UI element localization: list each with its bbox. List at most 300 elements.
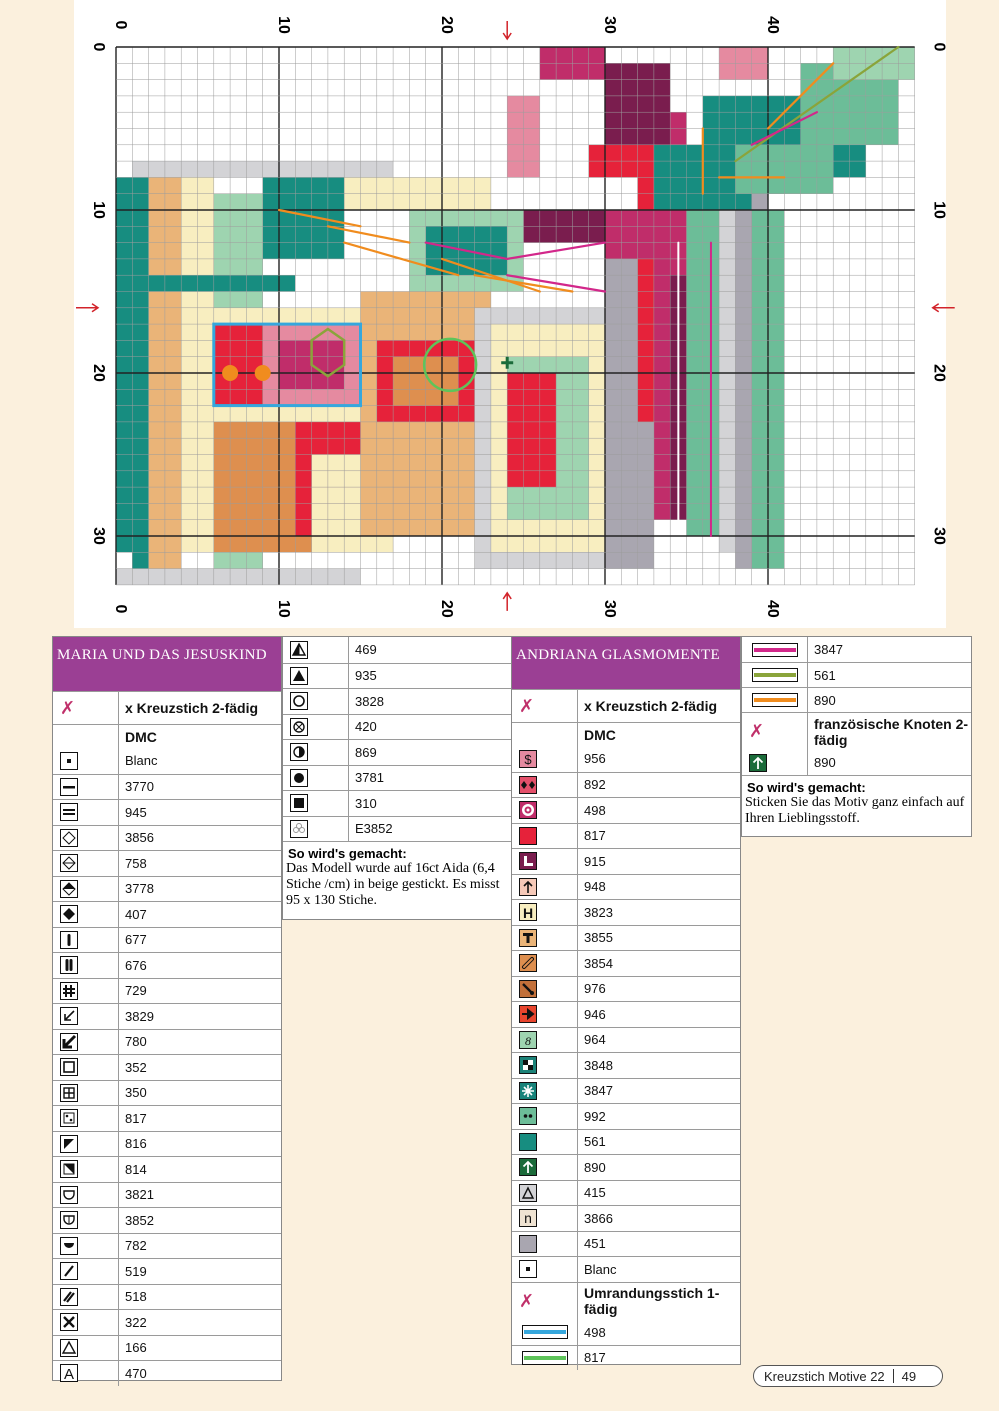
stitch [703, 177, 719, 193]
stitch [735, 226, 751, 242]
stitch [328, 308, 344, 324]
stitch [621, 145, 637, 161]
stitch [295, 340, 311, 356]
stitch [328, 471, 344, 487]
legend-row [53, 850, 281, 876]
stitch [246, 210, 262, 226]
stitch [638, 275, 654, 291]
dmc-value: 890 [814, 692, 836, 708]
stitch [735, 438, 751, 454]
stitch [572, 536, 588, 552]
stitch [507, 340, 523, 356]
stitch [654, 210, 670, 226]
stitch [556, 80, 572, 96]
stitch [426, 275, 442, 291]
stitch [426, 292, 442, 308]
stitch [735, 552, 751, 568]
stitch [605, 161, 621, 177]
stitch [621, 210, 637, 226]
stitch [377, 194, 393, 210]
stitch [572, 112, 588, 128]
stitch [344, 308, 360, 324]
axis-tick-label: 40 [764, 16, 781, 34]
stitch [328, 455, 344, 471]
stitch [312, 438, 328, 454]
stitch [703, 112, 719, 128]
stitch [409, 292, 425, 308]
stitch [426, 471, 442, 487]
stitch [752, 536, 768, 552]
cup-line-icon [53, 1208, 119, 1233]
stitch [246, 275, 262, 291]
stitch [572, 145, 588, 161]
stitch [491, 340, 507, 356]
stitch [214, 308, 230, 324]
stitch [638, 357, 654, 373]
stitch [230, 438, 246, 454]
stitch [605, 373, 621, 389]
stitch [735, 210, 751, 226]
stitch [703, 194, 719, 210]
knot-icon: ✗ [749, 721, 765, 742]
stitch [393, 373, 409, 389]
stitch [377, 422, 393, 438]
stitch [540, 389, 556, 405]
stitch [556, 324, 572, 340]
stitch [263, 536, 279, 552]
stitch [279, 389, 295, 405]
stitch [703, 145, 719, 161]
stitch [866, 112, 882, 128]
axis-tick-label: 10 [275, 16, 292, 34]
stitch [556, 503, 572, 519]
stitch [833, 112, 849, 128]
stitch [132, 324, 148, 340]
stitch [687, 373, 703, 389]
legend-row [53, 1029, 281, 1055]
stitch [572, 96, 588, 112]
stitch [572, 552, 588, 568]
stitch [784, 145, 800, 161]
stitch [735, 389, 751, 405]
stitch [507, 406, 523, 422]
stitch [263, 324, 279, 340]
stitch [670, 145, 686, 161]
stitch [719, 536, 735, 552]
stitch [181, 177, 197, 193]
dash-icon [53, 775, 119, 800]
legend-row [53, 1105, 281, 1131]
legend-row [53, 1233, 281, 1259]
pin-icon [512, 977, 578, 1002]
stitch [654, 308, 670, 324]
legend-row [53, 1131, 281, 1157]
stitch [752, 455, 768, 471]
stitch [654, 357, 670, 373]
stitch [850, 161, 866, 177]
stitch [687, 503, 703, 519]
stitch [442, 438, 458, 454]
stitch [165, 259, 181, 275]
stitch [116, 487, 132, 503]
stitch [507, 308, 523, 324]
stitch [149, 520, 165, 536]
stitch [165, 569, 181, 585]
svg-text:n: n [524, 1210, 532, 1227]
stitch [377, 487, 393, 503]
axis-tick-label: 20 [438, 600, 455, 618]
stitch [654, 194, 670, 210]
stitch [263, 389, 279, 405]
stitch [475, 194, 491, 210]
stitch [507, 357, 523, 373]
stitch [524, 471, 540, 487]
stitch [149, 177, 165, 193]
stitch [279, 455, 295, 471]
stitch [752, 471, 768, 487]
stitch [524, 520, 540, 536]
stitch [638, 324, 654, 340]
stitch [556, 536, 572, 552]
stitch [589, 455, 605, 471]
dmc-value: 729 [125, 983, 147, 999]
stitch [361, 177, 377, 193]
stitch [621, 357, 637, 373]
stitch [605, 96, 621, 112]
hash-icon [53, 979, 119, 1004]
stitch [589, 487, 605, 503]
stitch [377, 520, 393, 536]
stitch [116, 243, 132, 259]
stitch [165, 161, 181, 177]
stitch [409, 503, 425, 519]
knot-marker [255, 365, 271, 381]
stitch [279, 243, 295, 259]
dots-icon [512, 1104, 578, 1129]
stitch [393, 177, 409, 193]
stitch [572, 455, 588, 471]
stitch [165, 226, 181, 242]
stitch [621, 373, 637, 389]
stitch [165, 389, 181, 405]
stitch [605, 324, 621, 340]
stitch [735, 63, 751, 79]
stitch [491, 308, 507, 324]
stitch [817, 177, 833, 193]
stitch [409, 455, 425, 471]
dmc-value: 407 [125, 906, 147, 922]
stitch [458, 422, 474, 438]
legend-row [283, 739, 511, 765]
stitch [116, 520, 132, 536]
stitch [246, 455, 262, 471]
stitch [491, 536, 507, 552]
dmc-value: 3854 [584, 955, 613, 971]
legend-row [742, 687, 971, 712]
stitch [768, 275, 784, 291]
stitch [703, 161, 719, 177]
stitch [246, 569, 262, 585]
dmc-value: 890 [814, 755, 836, 770]
stitch [393, 422, 409, 438]
stitch [524, 503, 540, 519]
stitch [833, 47, 849, 63]
stitch [752, 259, 768, 275]
stitch [768, 373, 784, 389]
cup-icon [53, 1183, 119, 1208]
stitch [752, 210, 768, 226]
legend-andriana [511, 636, 741, 1365]
dollar-icon [512, 746, 578, 772]
square-outline-icon [53, 1055, 119, 1080]
stitch [165, 520, 181, 536]
stitch [312, 194, 328, 210]
stitch [621, 422, 637, 438]
stitch [116, 536, 132, 552]
stitch [149, 243, 165, 259]
stitch [426, 422, 442, 438]
stitch [687, 389, 703, 405]
double-pill-icon [53, 953, 119, 978]
stitch [524, 63, 540, 79]
stitch [556, 145, 572, 161]
instructions [283, 841, 511, 915]
stitch [312, 406, 328, 422]
stitch [214, 406, 230, 422]
legend-row [53, 1156, 281, 1182]
center-arrow-top [503, 21, 511, 39]
stitch [507, 503, 523, 519]
stitch [621, 161, 637, 177]
legend-row [512, 1154, 740, 1180]
stitch [409, 487, 425, 503]
stitch [458, 406, 474, 422]
stitch [198, 177, 214, 193]
legend-rows [283, 637, 511, 841]
stitch [556, 63, 572, 79]
stitch [149, 503, 165, 519]
stitch [556, 438, 572, 454]
triangle-outline-icon [53, 1336, 119, 1361]
stitch [589, 340, 605, 356]
svg-text:8: 8 [525, 1033, 531, 1048]
dmc-value: 890 [584, 1159, 606, 1175]
stitch [165, 438, 181, 454]
stitch [719, 161, 735, 177]
stitch [344, 357, 360, 373]
stitch [165, 471, 181, 487]
legend-rows [53, 748, 281, 1386]
stitch [344, 177, 360, 193]
legend-row [53, 1054, 281, 1080]
stitch [735, 536, 751, 552]
stitch [621, 552, 637, 568]
stitch [621, 243, 637, 259]
axis-tick-label: 0 [930, 42, 948, 52]
stitch [507, 161, 523, 177]
cross-stitch-chart [74, 0, 946, 628]
stitch [295, 161, 311, 177]
stitch [344, 373, 360, 389]
line-green-icon [512, 1346, 578, 1370]
stitch [898, 63, 914, 79]
note-title: So wird's gemacht: [288, 846, 407, 861]
dmc-value: 3848 [584, 1057, 613, 1073]
legend-row [512, 1027, 740, 1053]
stitch [752, 161, 768, 177]
stitch [393, 503, 409, 519]
stitch [279, 471, 295, 487]
stitch [263, 226, 279, 242]
stitch [621, 471, 637, 487]
dmc-value: Blanc [584, 1261, 617, 1277]
dmc-value: Blanc [125, 753, 158, 769]
stitch [328, 161, 344, 177]
center-arrow-left [76, 304, 98, 312]
stitch [605, 389, 621, 405]
stitch [540, 357, 556, 373]
stitch [735, 422, 751, 438]
stitch [638, 503, 654, 519]
legend-row [283, 790, 511, 816]
stitch [670, 129, 686, 145]
stitch [214, 226, 230, 242]
stitch [198, 324, 214, 340]
stitch [605, 226, 621, 242]
stitch [149, 422, 165, 438]
stitch [393, 324, 409, 340]
stitch [263, 438, 279, 454]
stitch [230, 194, 246, 210]
stitch [719, 226, 735, 242]
stitch [132, 536, 148, 552]
stitch [214, 552, 230, 568]
stitch [149, 438, 165, 454]
stitch [556, 357, 572, 373]
stitch [361, 503, 377, 519]
stitch [230, 308, 246, 324]
stitch [279, 536, 295, 552]
stitch [181, 259, 197, 275]
stitch [475, 503, 491, 519]
stitch [116, 569, 132, 585]
stitch [621, 129, 637, 145]
stitch [377, 389, 393, 405]
arrow-up-icon [512, 875, 578, 900]
legend-row [742, 662, 971, 687]
stitch [638, 194, 654, 210]
stitch [589, 96, 605, 112]
stitch [295, 569, 311, 585]
instructions [742, 775, 971, 833]
stitch [279, 373, 295, 389]
stitch [752, 438, 768, 454]
stitch [719, 47, 735, 63]
axis-tick-label: 30 [930, 527, 948, 545]
stitch [556, 340, 572, 356]
stitch [132, 292, 148, 308]
stitch [165, 406, 181, 422]
stitch [246, 503, 262, 519]
stitch [735, 471, 751, 487]
stitch [475, 552, 491, 568]
legend-row [512, 1345, 740, 1370]
stitch [116, 389, 132, 405]
stitch [230, 275, 246, 291]
stitch [572, 340, 588, 356]
knot-marker [222, 365, 238, 381]
stitch [132, 161, 148, 177]
stitch [556, 226, 572, 242]
dmc-value: 892 [584, 777, 606, 793]
stitch [638, 243, 654, 259]
stitch [312, 422, 328, 438]
stitch [475, 210, 491, 226]
double-dash-icon [53, 800, 119, 825]
stitch [458, 177, 474, 193]
stitch [540, 47, 556, 63]
stitch [556, 308, 572, 324]
stitch [817, 129, 833, 145]
stitch [181, 161, 197, 177]
stitch [295, 389, 311, 405]
stitch [198, 503, 214, 519]
stitch [735, 243, 751, 259]
stitch [409, 389, 425, 405]
stitch [132, 520, 148, 536]
stitch [246, 520, 262, 536]
stitch-label: x Kreuzstich 2-fädig [584, 698, 718, 714]
stitch [507, 63, 523, 79]
stitch [687, 177, 703, 193]
circle-half-icon [283, 740, 349, 765]
stitch [377, 373, 393, 389]
dmc-value: 780 [125, 1034, 147, 1050]
stitch [572, 308, 588, 324]
stitch [279, 520, 295, 536]
stitch [475, 292, 491, 308]
stitch [458, 194, 474, 210]
stitch [458, 308, 474, 324]
stitch [605, 145, 621, 161]
stitch [116, 455, 132, 471]
stitch [116, 503, 132, 519]
stitch [181, 455, 197, 471]
circle-outline-icon [283, 689, 349, 714]
dmc-value: E3852 [355, 821, 393, 837]
stitch [719, 145, 735, 161]
stitch [116, 210, 132, 226]
stitch [556, 373, 572, 389]
stitch [116, 422, 132, 438]
stitch [605, 112, 621, 128]
legend-row [512, 1256, 740, 1282]
stitch [475, 340, 491, 356]
stitch [181, 210, 197, 226]
dmc-value: 415 [584, 1185, 606, 1201]
stitch [638, 389, 654, 405]
legend-row [512, 1129, 740, 1155]
stitch [361, 471, 377, 487]
stitch [638, 487, 654, 503]
stitch [214, 324, 230, 340]
stitch [458, 373, 474, 389]
stitch [507, 129, 523, 145]
stitch [198, 259, 214, 275]
stitch [589, 438, 605, 454]
stitch [377, 340, 393, 356]
stitch [589, 80, 605, 96]
